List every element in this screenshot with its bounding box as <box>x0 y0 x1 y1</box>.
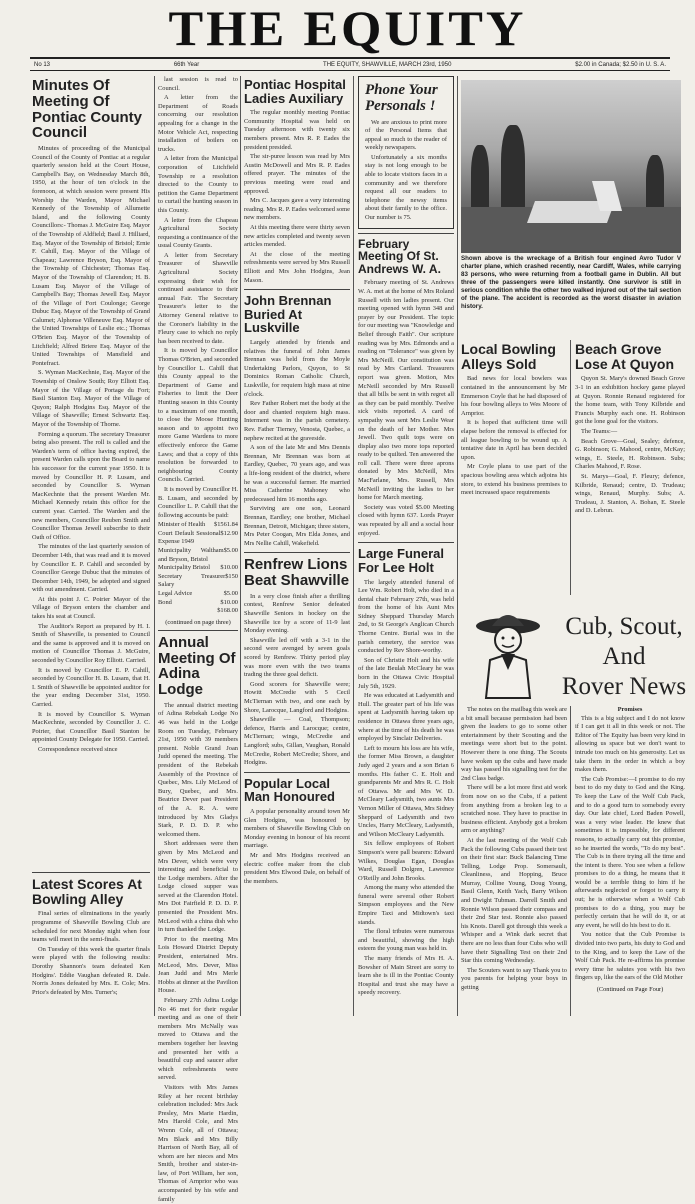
paragraph: Rev Father Robert met the body at the door and chanted requiem high mass. Interment was in the parish cemetery. Rev. Father Tierney, Venosta, Quebec, a nephew recited at the graveside. <box>244 400 350 442</box>
paragraph: A letter from the Chapeau Agricultural Society requesting a continuance of the usual County Grants. <box>158 216 238 250</box>
year-label: 66th Year <box>173 61 200 68</box>
paragraph: At this meeting there were thirty seven new articles completed and twenty seven articles mended. <box>244 224 350 249</box>
paragraph: At the close of the meeting refreshments were served by Mrs Russell Elliott and Mrs John Hodgins, Jean Mason. <box>244 250 350 284</box>
paragraph: Mr Coyle plans to use part of the spacious bowling area which adjoins his store, to extend his business premises to meet increased space requirements <box>461 463 567 497</box>
paragraph: Shawville led off with a 3-1 in the second were avenged by seven goals scored by Renfrew. Thirty period play was more even with the two teams trading the three goal deficit. <box>244 636 350 679</box>
divider <box>358 233 454 234</box>
continued-note: (continued on page three) <box>165 618 231 626</box>
headline-brennan-buried: John Brennan Buried At Luskville <box>244 293 332 336</box>
article-lee-holt <box>358 579 454 999</box>
article-cub-scout-b <box>575 715 685 983</box>
headline-st-andrews: February Meeting Of St. Andrews W. A. <box>358 236 441 276</box>
column-rule <box>570 340 571 595</box>
headline-renfrew-lions: Renfrew Lions Beat Shawville <box>244 556 350 590</box>
paragraph: Shawville — Coal, Thompson; defence, Harris and Larocque; centre, McTiernan; wings, McCredie and Langford; subs, Gillan, Vaughan, Ronald McCredie, Robert McCredie; Shore, and Hodgins. <box>244 716 350 767</box>
paragraph: The Cub Promise:—I promise to do my best to do my duty to God and the King. To keep the Law of the Wolf Cub Pack, and to do a good turn to somebody every day. Our late chief, Lord Baden Powell, was a very wise leader. He knew that sometimes it is impossible, for different reasons, to actually carry out this promise, so he inserted the words, "To do my best". The Cub is in there trying all the time and the intent is there. You see when a fellow promises to do a thing, he means that it would be a terrible thing to him if he afterwards neglected or forgot to carry it out; he is otherwise when a Wolf Cub promises to do a thing, you may be perfectly certain that he will do it, or at any event, he will do his best to do it. <box>575 775 685 929</box>
paragraph: A letter from Secretary Treasurer of Shawville Agricultural Society expressing their wish for continued assistance to their annual Fair. The Secretary Treasurer's letter to the Attorney General relative to the Coroner's liability in the Fleury case to which no reply has been received to date. <box>158 251 238 345</box>
article-bowling-alleys-sold <box>461 375 567 497</box>
article-adina-lodge <box>158 702 238 1204</box>
article-county-council <box>32 145 150 755</box>
paragraph: It is moved by Councillor S. Wyman MacKechnie, seconded by Councillor J. C. Poirier, that Councillor Basil Stanton be appointed County Delegate for 1950. Carried. <box>32 710 150 744</box>
paragraph: He was educated at Ladysmith and Hull. The greater part of his life was spent at Ladysmith having taken up residence in Ottawa three years ago, where at the time of his death he was employed by Sinclair Deliveries. <box>358 692 454 743</box>
paragraph: Final series of eliminations in the yearly programme of Shawville Bowling Club are scheduled for next Monday night when four teams will meet in the semi-finals. <box>32 910 150 944</box>
column-5a <box>461 340 567 600</box>
account-amount: $1561.84 <box>214 521 238 529</box>
paragraph: The largely attended funeral of Lee Wm. Robert Holt, who died in a dental chair February 27th, was held from the home of his Aunt Mrs Sidney Sheppard Thursday March 2nd, to St George's Anglican Church Thorne Centre. Burial was in the parish cemetery, the service was conducted by Rev Shore-worthy. <box>358 578 454 655</box>
feature-title-line: And <box>602 643 646 670</box>
account-label: Legal Advice <box>158 590 193 598</box>
divider <box>244 289 350 290</box>
account-row <box>158 547 238 564</box>
headline-adina-lodge: Annual Meeting Of Adina Lodge <box>158 633 236 699</box>
paragraph: Surviving are one son, Leonard Brennan, Eardley; one brother, Michael Brennan, Detroit, Michigan; three sisters, Mrs Peter Coogan, Mrs Elda Jones, and Mrs Nellie Cahill, Wakefield. <box>244 505 350 547</box>
article-renfrew-lions <box>244 593 350 768</box>
paragraph: Prior to the meeting Mrs Lois Howard District Deputy President, entertained Mrs. McLeod, Mrs. Dever, Miss Jean Judd and Mrs Merle Hobbs at dinner at the Pavilion House. <box>158 935 238 995</box>
divider <box>32 872 150 873</box>
article-beach-grove <box>575 375 685 516</box>
article-bowling-scores <box>32 910 150 997</box>
accounts-list <box>158 521 238 616</box>
column-rule <box>240 76 241 1016</box>
account-label: Bond <box>158 598 172 606</box>
paragraph: At this point J. C. Poirier Mayor of the Village of Bryson enters the chamber and takes his seat at Council. <box>32 595 150 621</box>
scout-figure-icon <box>468 602 548 698</box>
paragraph: It is moved by Councillor E. P. Cahill, seconded by Councillor H. B. Lusam, that H. I. Smith of Shawville be appointed auditor for the year ending December 31st, 1950. Carried. <box>32 666 150 708</box>
account-row <box>158 590 238 599</box>
column-rule <box>570 706 571 1016</box>
paragraph: Society was voted $5.00 Meeting closed with hymn 637. Lords Prayer was repeated by all and a social hour enjoyed. <box>358 503 454 537</box>
paragraph: last session is read to Council. <box>158 76 238 92</box>
headline-county-council: Minutes Of Meeting Of Pontiac County Council <box>32 77 143 142</box>
paragraph: The sir-puree lesson was read by Mrs Austin McDowell and Mrs R. P. Eades offered prayer. The minutes of the previous meeting were read and approved. <box>244 153 350 195</box>
paragraph: A son of the late Mr and Mrs Dennis Brennan, Mr Brennan was born at Eardley, Quebec, 70 years ago, and was a life-long resident of the district, where he was a successful farmer. He married Miss Catherine Mahoney who predeceased him 16 months ago. <box>244 444 350 503</box>
photo-tree <box>501 125 525 215</box>
paragraph: The Teams:— <box>581 427 618 435</box>
issue-date: THE EQUITY, SHAWVILLE, MARCH 23rd, 1950 <box>323 61 452 68</box>
paragraph: Among the many who attended the funeral were several other Robert Simpson employees and the New Empire Taxi and Midtown's taxi stands. <box>358 884 454 926</box>
paragraph: Son of Christie Holt and his wife of the late Beulah McCleary he was born in the Ottawa Civic Hospital July 5th, 1929. <box>358 656 454 690</box>
paragraph: Good scorers for Shawville were; Howitt McCredie with 5 Cecil McTiernan with two, and one each by Shore, Larocque, Langford and Hodgins. <box>244 680 350 714</box>
paragraph: The Scouters want to say Thank you to you parents for helping your boys in getting <box>461 966 567 991</box>
paragraph: S. Wyman MacKechnie, Esq. Mayor of the Township of Onslow South; Roy Elliott Esq. Mayor of the Village of Portage du Fort; Basil Stanton Esq. Mayor of the Village of Quyon; Ralph Hodgins Esq. Mayor of the Village of Shawville; Ernest Schwartz Esq. Mayor of the Township of Thorne. <box>32 369 150 428</box>
account-row <box>158 530 238 547</box>
account-label: Secretary Treasurer Salary <box>158 572 226 589</box>
account-label: Municipality Bristol <box>158 564 211 572</box>
paragraph: It is moved by Councillor H. B. Lusam, and seconded by Councillor L. P. Cahill that the following accounts be paid: <box>158 485 238 519</box>
paragraph: Visitors with Mrs James Riley at her recent birthday celebration included: Mrs Jack Presley, Mrs Marie Hardin, Mrs Harold Cole, and Mrs Wrenn Cole, all of Ottawa; Mrs Black and Mrs Billy Harrison of North Bay, all of whom are her nieces and Mrs Smith, brother and sister-in-law, of Port William, her son, Thomas of Arnprior who was accompanied by his wife and family <box>158 1083 238 1203</box>
column-2 <box>158 76 238 1203</box>
feature-title-line: Cub, Scout, <box>565 613 683 640</box>
paragraph: Mrs C. Jacques gave a very interesting reading. Mrs R. P. Eades welcomed some new members. <box>244 197 350 222</box>
article-cub-scout-a <box>461 706 567 993</box>
paragraph: The minutes of the last quarterly session of December 14th, that was read and it is moved by Councillor E. P. Cahill and seconded by Councillor George Dubuc that the minutes of December 14th, 1949, be adopted and signed with out amendment. Carried. <box>32 543 150 594</box>
column-5c <box>461 706 567 1016</box>
account-amount: $12.90 <box>220 529 238 537</box>
account-row <box>158 521 238 530</box>
account-amount: $150 <box>225 572 238 580</box>
plane-wreck-photo <box>461 80 681 253</box>
divider <box>244 772 350 773</box>
paragraph: Left to mourn his loss are his wife, the former Miss Brown, a daughter Judy aged 2 years and a son Brian 6 months. His father C. E. Holt and grandparents Mr and Mrs R. C. Holt of Ottawa. Mr and Mrs W. D. McCleary Ladysmith, two aunts Mrs Vernon Miller of Ottawa, Mrs Sidney Sheppard of Ladysmith and two Uncles, Harry McCleary, Ladysmith, and Wilson McCleary Ladysmith. <box>358 744 454 838</box>
photo-tree <box>471 145 489 215</box>
issue-number: No 13 <box>34 61 51 68</box>
paragraph: On Tuesday of this week the quarter finals were played with the following results: Dorothy Shannon's team defeated Ken Hodgins'. Eddie Vaughan defeated R. Dale. Norris Jones defeated by Mrs. E. Cole; Mrs. Price's defeated by Mrs. Turner's; <box>32 945 150 996</box>
paragraph: February meeting of St. Andrews W. A. met at the home of Mrs Roland Russell with ten ladies present. Our meeting opened with hymn 348 and prayer by our President. The topic for our meeting was "Knowledge and Belief through Faith". Our scripture reading was by Mrs. Edmonds and a reading on "Tolerance" was given by Mrs McNeill. Our constitution was read by Mrs Cartland. Treasurers report was given. Motion, Mrs McNeill seconded by Mrs Russell that all bills be sent in with regret all as they can be paid monthly. Twelve sick visits reported. A card of sympathy was sent Mrs Leslie Wear on the death of her Mother. Mrs Jewell. Two quilt tops were on display also two more tops reported ready to be quilted. Ten answered the roll call. There were three aprons donated by Mrs McNeill, Mrs MacFarlane, Mrs. Russell, Mrs McNeill inviting the ladies to her home for March meeting. <box>358 279 454 502</box>
headline-bowling-scores: Latest Scores At Bowling Alley <box>32 876 142 907</box>
column-3 <box>244 76 350 1016</box>
account-row <box>158 607 238 616</box>
paragraph: Mr and Mrs Hodgins received an electric coffee maker from the club president Mrs Elwood Dale, on behalf of the members. <box>244 851 350 885</box>
paragraph: Unfortunately a six months stay is not long enough to be able to locate visitors faces in a community and we therefore request all our readers to telephone the newsy items about their family to the office. Our number is 75. <box>365 153 447 222</box>
paragraph: Correspondence received since <box>38 745 118 753</box>
continued-note: (Continued on Page Four) <box>596 986 664 993</box>
paragraph: We are anxious to print more of the Personal Items that appeal so much to the reader of weekly newspapers. <box>365 118 447 152</box>
account-amount: $10.00 <box>220 598 238 606</box>
paragraph: The Auditor's Report as prepared by H. I. Smith of Shawville, is presented to Council and the same is approved and it is moved on motion of Councillor Thomas J. McGuire, seconded by Councillor Roy Elliott. Carried. <box>32 622 150 665</box>
paragraph: The notes on the mailbag this week are a bit small because permission had been given the leaders to go to some other entertainment by their Scouting and the meetings were short but to the point. However there is one thing. The Scouts have woken up the cubs and have made way has passed his signalling test for the 2nd Class badge. <box>461 706 567 782</box>
divider <box>158 630 238 631</box>
divider <box>244 552 350 553</box>
column-rule <box>154 76 155 1016</box>
paragraph: A letter from the Municipal corporation of Litchfield Township re a resolution directed to the County to petition the Game Department to curtail the hunting season in this County. <box>158 155 238 214</box>
article-phone-personals <box>365 119 447 223</box>
photo-tree <box>646 155 664 215</box>
promises-subhead: Promises <box>617 706 643 713</box>
paragraph: The floral tributes were numerous and beautiful, showing the high esteem the young man was held in. <box>358 928 454 953</box>
paragraph: Six fellow employees of Robert Simpson's were pall bearers: Edward Wilkes, Douglas Egan, Douglas Ward, Russell Dolgren, Lawrence O'Reilly and John Brooks. <box>358 840 454 882</box>
paragraph: It is hoped that sufficient time will elapse before the removal is effected for all league bowling to be wound up. A tentative date in April has been decided upon. <box>461 419 567 461</box>
subscription-price: $2.00 in Canada; $2.50 in U. S. A. <box>575 61 666 68</box>
headline-phone-personals: Phone Your Personals ! <box>365 82 438 114</box>
paragraph: At the last meeting of the Wolf Cub Pack the following Cubs passed their test on their first star: Buck Balancing Time Telling, Lodge Prop. Somersault, Cleanliness, and Hopping, Bruce Murray, Colline Young, Doug Young, Basil Glenn, Keith Yach, Barry Wilson and Dwight Tubman. Darrell Smith and Ronnie Wilson passed their compass and their 2nd Star test. Ronnie also passed his Knots. Darell got through this week a Whisper and a Wink dark secret that there are no less than four Cubs who will have their Signalling Test on their 2nd Star this coming Wednesday. <box>461 836 567 965</box>
column-rule <box>457 76 458 1016</box>
column-1-bottom <box>32 868 150 1018</box>
feature-title-cub-scout <box>560 612 688 702</box>
column-rule <box>353 76 354 1016</box>
account-label: Minister of Health <box>158 521 206 529</box>
column-4 <box>358 76 454 1016</box>
paragraph: A popular personality around town Mr Glen Hodgins, was honoured by members of Shawville Bowling Club on Monday evening in honour of his recent marriage. <box>244 807 350 850</box>
article-council-continued <box>158 76 238 520</box>
account-label: Court Default Sessional Expense 1949 <box>158 529 221 546</box>
paragraph: Bad news for local bowlers was contained in the announcement by Mr Emmerson Coyle that he had disposed of his four bowling alleys to Wes Moore of Arnprior. <box>461 375 567 417</box>
paragraph: There will be a lot more first aid work from now on so the Cubs, if a patient from anything from a broken leg to a scratched nose. They have to practise in business efficient. Anybody got a broken arm or anything? <box>461 784 567 835</box>
account-amount: $5.00 <box>223 547 238 555</box>
column-5b <box>575 340 685 600</box>
paragraph: The many friends of Mrs H. A. Bowsher of Main Street are sorry to learn she is ill in the Pontiac County Hospital and trust she may have a speedy recovery. <box>358 955 454 997</box>
feature-title-line: Rover News <box>561 673 687 700</box>
headline-lee-holt: Large Funeral For Lee Holt <box>358 546 444 575</box>
paragraph: St. Marys—Goal, F. Fleury; defence, Kilbride, Renaud; centre, D. Trudeau; wings, Renaud, Murphy. Subs; A. Trudeau, J. Stanton, A. Bohan, E. Steele and D. Lebrun. <box>575 472 685 515</box>
dateline-bar <box>30 57 670 71</box>
paragraph: Forming a quorum. The secretary Treasurer being also present. The roll is called and the Warden's term of office having expired, the present Warden calls upon the Board to name his successor for the current year 1950. It is moved by Councillor H. P. Lusam, and seconded by Councillor S. Wyman MacKechnie that the present Warden Mr. Michael Kennedy retain this office for the current year. Carried. The Warden and the new members, Councillor Reuben Smith and Councillor Thomas Jewell subscribe to their Oath of Office. <box>32 430 150 541</box>
divider <box>358 542 454 543</box>
phone-personals-box <box>358 76 454 229</box>
column-5d <box>575 706 685 1016</box>
account-amount: $10.00 <box>220 564 238 572</box>
photo-caption: Shown above is the wreckage of a British four engined Avro Tudor V charter plane, which crashed recently, near Cardiff, Wales, while carrying 83 persons, who were returning from a football game in Dublin. All but three of the passengers were killed instantly. One survivor is still in serious condition while the other two walked injured out of the tail section of the plane. The accident is recorded as the worst disaster in aviation history. <box>461 255 681 310</box>
paragraph: Short addresses were then given by Mrs McLeod and Mrs Dever, which were very interesting and beneficial to the Lodge members. After the Lodge closed supper was served at the Clarendon Hotel. Mrs Dot Fairfield P. D. D. P. presented the President Mrs. McLeod with a china dish who in turn thanked the Lodge. <box>158 840 238 934</box>
account-label: Municipality Waltham and Bryson, Bristol <box>158 547 224 563</box>
paragraph: Quyon St. Mary's downed Beach Grove 3-1 in an exhibition hockey game played at Quyon. Ronnie Renaud registered for the home team, with Tony Kilbride and Francis Murphy each one. H. Robinson got the lone goal for the visitors. <box>575 375 685 426</box>
account-row <box>158 599 238 608</box>
headline-beach-grove: Beach Grove Lose At Quyon <box>575 341 675 372</box>
account-amount: $168.00 <box>217 607 238 615</box>
paragraph: Beach Grove—Goal, Sealey; defence, G. Robinson; G. Mahood, centre, McKay; wings, E. Steele, H. Robinson. Subs; Charles Mahood, F. Rose. <box>575 437 685 471</box>
article-st-andrews <box>358 279 454 538</box>
article-popular-man <box>244 808 350 886</box>
article-brennan-buried <box>244 339 350 548</box>
paragraph: The regular monthly meeting Pontiac Community Hospital was held on Tuesday afternoon with twenty six members present. Mrs R. P. Eades the president presided. <box>244 109 350 151</box>
paragraph: A letter from the Department of Roads concerning our resolution appealing for a change in the Motor Vehicle Act, respecting installation of boilers on trucks. <box>158 94 238 153</box>
paragraph: The annual district meeting of Adina Rebekah Lodge No 46 was held in the Lodge Room on Tuesday, February 21st, 1950 with 39 members present. Noble Grand Joan Judd opened the meeting. The president of the Rebekah Assembly of the Province of Quebec, Mrs. Lily McLeod of Bury, Quebec, and Mrs. Beatrice Dever past President of the A. R. A. were introduced by Mrs Gladys Stark, P. D. D. P. who welcomed them. <box>158 701 238 838</box>
account-row <box>158 564 238 573</box>
paragraph: Minutes of proceeding of the Municipal Council of the County of Pontiac at a regular quarterly session held at the Court House, Campbell's Bay, on Wednesday March 8th, 1950, at the hour of ten o'clock in the forenoon, at which session were present His Worship the Warden, Mayor Michael Kennedy of the Township of Allumette Island, and the following County Councillors:- Thomas J. McGuire Esq. Mayor of the Township of Aldfield; Basil J. Hilliard, Esq. Mayor of the Township of Bristol; Ernie F. Cahill, Esq. Mayor of the Village of Chapeau; Lawrence Bryson, Esq. Mayor of the Township of Chichester; Thomas Esq. Mayor of the Township of Clarendon; H. B. Lusam Esq. Mayor of the Village of Campbell's Bay; Thomas Jewell Esq. Mayor of the Village of Fort Coulonge; George Dubuc Esq. Mayor of the Township of Grand Calumet; Alphonse Villeneuve Esq. Mayor of the United Townships of Leslie etc.; Thomas O'Brien Esq. Mayor of the Township of Litchfield; Alfred Briere Esq. Mayor of the United Townships of Mansfield and Pontefract. <box>32 145 150 367</box>
paragraph: In a very close finish after a thrilling contest, Renfrew Senior defeated Shawville Seniors in hockey on the Shawville ice by a score of 11-9 last Monday evening. <box>244 592 350 635</box>
paragraph: It is moved by Councillor Thomas O'Brien, and seconded by Councillor L. Cahill that this County appeal to the Department of Game and Fisheries to limit the Deer Hunting season in this County to a maximum of one month, to close the Moose Hunting season and to appoint two more Game Wardens to more effectively enforce the Game Laws; and that a copy of this resolution be forwarded to neighbouring County Councils. Carried. <box>158 347 238 484</box>
paragraph: You notice that the Cub Promise is divided into two parts, his duty to God and to the King, and to keep the Law of the Wolf Cub Pack. He re-affirms his promise every time he salutes you with his two fingers up, like the ears of the Old Mother <box>575 931 685 982</box>
headline-bowling-alleys-sold: Local Bowling Alleys Sold <box>461 341 556 372</box>
paragraph: This is a big subject and I do not know if I can get it all in this week or not. The Editor of The Equity has been very kind in allowing us space but we don't want to intrude too much on his generosity. Let us take them in the order in which a boy makes them. <box>575 714 685 774</box>
article-hospital-auxiliary <box>244 109 350 285</box>
paragraph: Largely attended by friends and relatives the funeral of John James Brennan was held from the Moyle Undertaking Parlors, Quyon, to St Dominics Roman Catholic Church, Luskville, for requiem high mass at nine o'clock. <box>244 339 350 398</box>
headline-hospital-auxiliary: Pontiac Hospital Ladies Auxiliary <box>244 77 346 106</box>
account-row <box>158 573 238 590</box>
paragraph: February 27th Adina Lodge No 46 met for their regular meeting and as one of their members Mrs McNally was moved to Ottawa and the members together her leaving and presented her with a beautiful cup and saucer after which refreshments were served. <box>158 997 238 1082</box>
account-amount: $5.00 <box>223 590 238 598</box>
headline-popular-man: Popular Local Man Honoured <box>244 775 335 805</box>
masthead-title: THE EQUITY <box>168 2 527 57</box>
